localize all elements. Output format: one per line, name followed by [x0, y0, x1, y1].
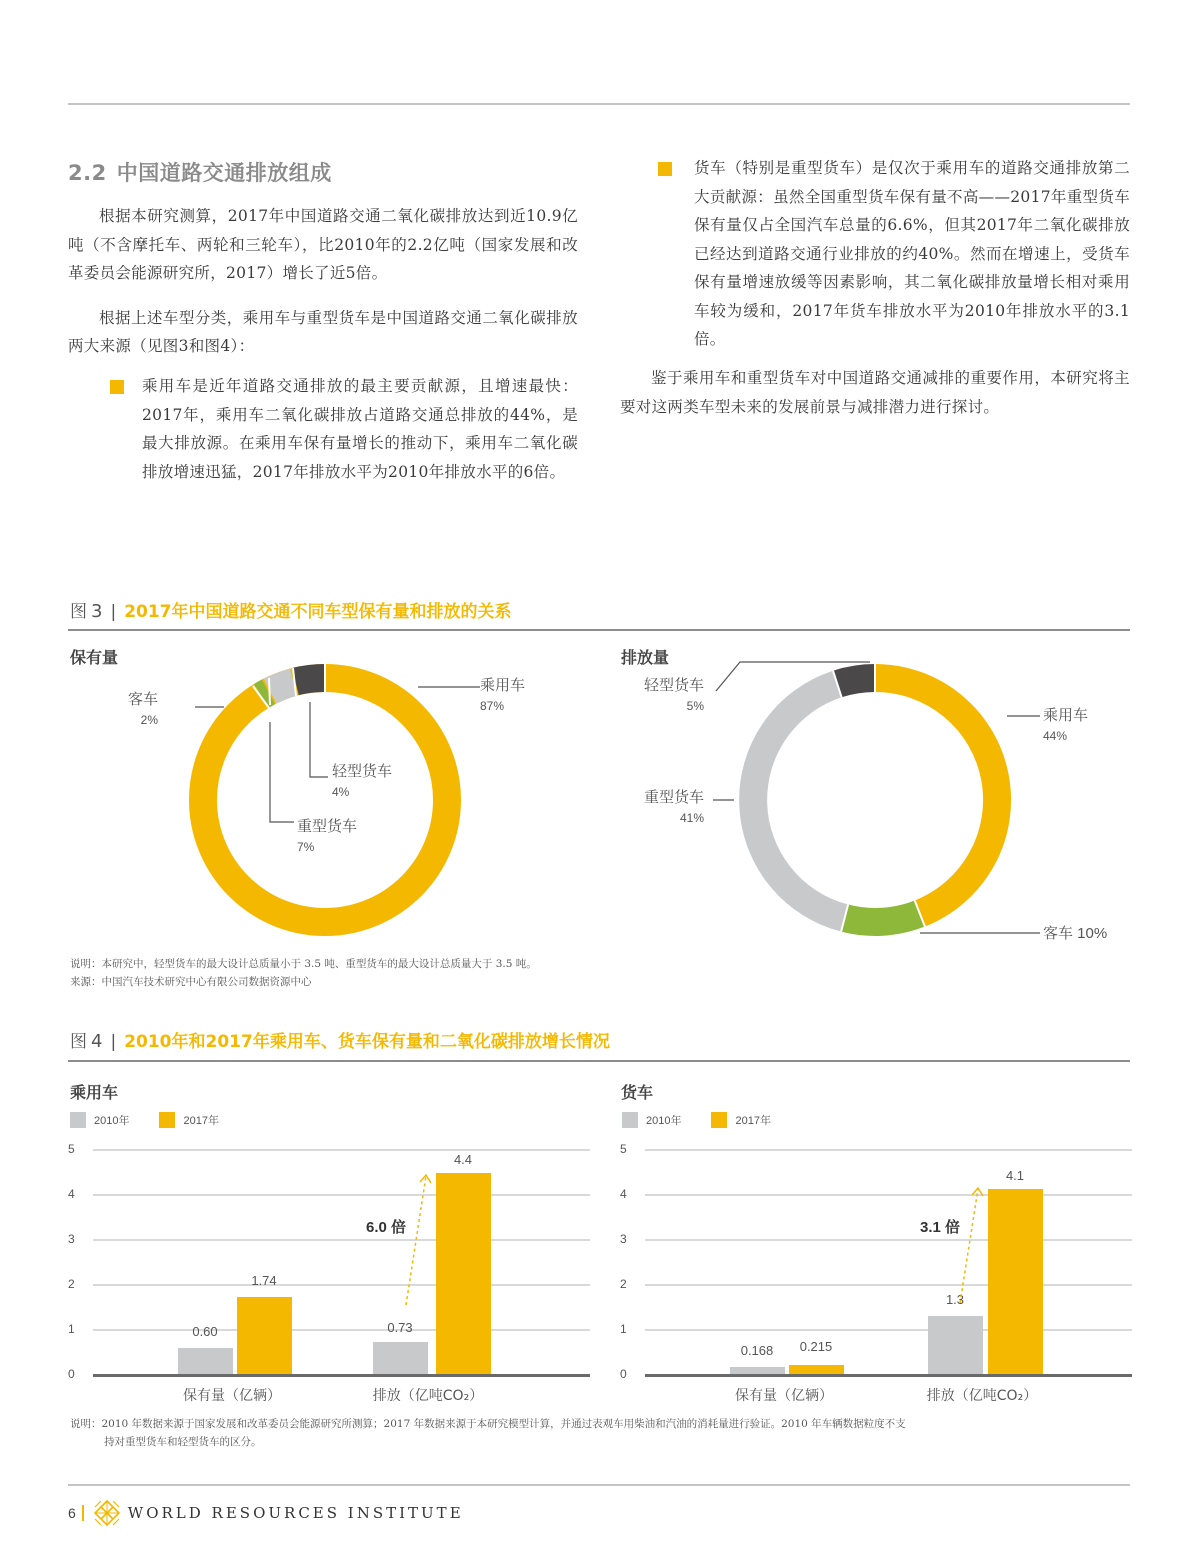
label-name: 重型货车: [643, 789, 704, 806]
label-pct: 4%: [332, 785, 350, 799]
label-pct: 87%: [480, 699, 505, 713]
paragraph-2: 根据上述车型分类，乘用车与重型货车是中国道路交通二氧化碳排放两大来源（见图3和图4）：: [68, 308, 578, 355]
label-pct: 44%: [1043, 729, 1068, 743]
bar2-legend: [622, 1112, 801, 1128]
figure4-title: [70, 1027, 610, 1052]
left-column: [68, 202, 578, 361]
footer-separator: [82, 1505, 84, 1521]
section-heading: 中国道路交通排放组成: [116, 161, 332, 185]
bullet-truck-text: 货车（特别是重型货车）是仅次于乘用车的道路交通排放第二大贡献源：虽然全国重型货车保有量不高——2017年重型货车保有量仅占全国汽车总量的6.6%，但其2017年二氧化碳排放已经达到道路交通行业排放的约40%。然而在增速上，受货车保有量增速放缓等因素影响，其二氧化碳排放量增长相对乘用车较为缓和，2017年货车排放水平为2010年排放水平的3.1倍。: [694, 159, 1130, 348]
page-number: 6: [68, 1505, 76, 1521]
bar-chart-passenger: 5 4 3 2 1 0 0.60 1.74 0.73 4.4 6.0 倍: [68, 1140, 590, 1390]
bullet-passenger-text: 乘用车是近年道路交通排放的最主要贡献源，且增速最快：2017年，乘用车二氧化碳排放占道路交通总排放的44%，是最大排放源。在乘用车保有量增长的推动下，乘用车二氧化碳排放增速迅猛，2017年排放水平为2010年排放水平的6倍。: [142, 377, 578, 481]
bar1-subtitle: 乘用车: [70, 1083, 119, 1102]
growth-arrow-icon: [398, 1170, 438, 1310]
segment-passenger: [203, 678, 447, 922]
footer-rule: [68, 1484, 1130, 1486]
separator: |: [110, 1032, 117, 1052]
segment-heavy-truck: [753, 684, 844, 918]
figure4-note-continued: 持对重型货车和轻型货车的区分。: [104, 1436, 262, 1448]
bar-emissions-2017: [436, 1173, 491, 1375]
x-label-emissions: 排放（亿吨CO₂）: [372, 1388, 484, 1404]
figure-number: 4: [91, 1031, 103, 1052]
bullet-square-icon: [658, 162, 672, 176]
figure-caption: 2017年中国道路交通不同车型保有量和排放的关系: [124, 602, 512, 622]
label-heavy-truck-emissions: [632, 788, 704, 828]
label-bus-emissions: 客车 10%: [1043, 925, 1108, 942]
label-name: 轻型货车: [332, 763, 393, 780]
donut2-subtitle: 排放量: [621, 648, 670, 667]
segment-passenger: [875, 678, 997, 914]
label-pct: 7%: [297, 840, 315, 854]
legend-item-2010: 2010年: [70, 1112, 129, 1128]
donut-chart-emissions: [700, 650, 1120, 950]
bar1-legend: [70, 1112, 249, 1128]
segment-light-truck: [295, 678, 325, 682]
bar-emissions-2010: [928, 1316, 983, 1375]
donut1-subtitle: 保有量: [70, 648, 119, 667]
value-label: 0.60: [192, 1324, 218, 1339]
bar-holdings-2017: [237, 1297, 292, 1375]
organization-name: WORLD RESOURCES INSTITUTE: [127, 1504, 464, 1522]
label-name: 轻型货车: [643, 677, 704, 694]
segment-heavy-truck: [270, 682, 294, 691]
x-label-holdings: 保有量（亿辆）: [183, 1388, 281, 1404]
growth-multiplier: 3.1 倍: [920, 1219, 961, 1236]
figure-label: 图: [70, 602, 87, 622]
value-label: 0.73: [387, 1320, 413, 1335]
figure4-rule: [68, 1060, 1130, 1062]
bar2-subtitle: 货车: [621, 1083, 654, 1102]
value-label: 1.74: [251, 1273, 277, 1288]
segment-light-truck: [837, 678, 875, 684]
bullet-passenger: [110, 372, 578, 486]
label-heavy-truck-holdings: [297, 817, 357, 857]
right-paragraph: [620, 364, 1130, 421]
figure-label: 图: [70, 1032, 87, 1052]
x-label-holdings: 保有量（亿辆）: [735, 1388, 833, 1404]
wri-logo-icon: [94, 1500, 120, 1526]
label-bus-holdings: [118, 690, 158, 730]
label-pct: 2%: [140, 713, 158, 727]
donut-chart-holdings: [170, 650, 490, 950]
header-rule: [68, 103, 1130, 105]
legend-swatch-2010: [70, 1112, 86, 1128]
label-name: 乘用车: [1043, 707, 1089, 724]
legend-swatch-2010: [622, 1112, 638, 1128]
figure4-note: 说明：2010 年数据来源于国家发展和改革委员会能源研究所测算；2017 年数据来源于本研究模型计算，并通过表观车用柴油和汽油的消耗量进行验证。2010 年车辆数据粒度不支: [70, 1418, 906, 1430]
paragraph-1: 根据本研究测算，2017年中国道路交通二氧化碳排放达到近10.9亿吨（不含摩托车、两轮和三轮车），比2010年的2.2亿吨（国家发展和改革委员会能源研究所，2017）增长了近5倍。: [68, 207, 578, 282]
bar-chart-trucks: 5 4 3 2 1 0 0.168 0.215 1.3 4.1 3.1 倍: [620, 1140, 1132, 1390]
label-pct: 41%: [679, 811, 704, 825]
section-title: [68, 157, 332, 187]
legend-item-2010: 2010年: [622, 1112, 681, 1128]
label-pct: 5%: [686, 699, 704, 713]
growth-multiplier: 6.0 倍: [366, 1219, 407, 1236]
segment-bus: [261, 692, 268, 696]
figure-number: 3: [91, 601, 103, 622]
label-passenger-holdings: [480, 676, 525, 716]
legend-swatch-2017: [711, 1112, 727, 1128]
figure-caption: 2010年和2017年乘用车、货车保有量和二氧化碳排放增长情况: [124, 1032, 610, 1052]
label-name: 客车: [127, 691, 158, 708]
value-label: 4.1: [1005, 1168, 1025, 1183]
segment-bus: [845, 914, 920, 922]
legend-item-2017: 2017年: [711, 1112, 770, 1128]
bar-holdings-2010: [178, 1348, 233, 1375]
label-name: 乘用车: [480, 677, 526, 694]
bar-emissions-2017: [988, 1189, 1043, 1375]
legend-item-2017: 2017年: [159, 1112, 218, 1128]
label-name: 重型货车: [297, 818, 358, 835]
paragraph-3: 鉴于乘用车和重型货车对中国道路交通减排的重要作用，本研究将主要对这两类车型未来的发展前景与减排潜力进行探讨。: [620, 369, 1130, 416]
legend-swatch-2017: [159, 1112, 175, 1128]
value-label: 0.168: [740, 1343, 774, 1358]
figure3-note: 说明：本研究中，轻型货车的最大设计总质量小于 3.5 吨、重型货车的最大设计总质量大于 3.5 吨。: [70, 958, 537, 970]
value-label: 4.4: [453, 1152, 473, 1167]
bar-emissions-2010: [373, 1342, 428, 1375]
section-number: 2.2: [68, 161, 107, 185]
value-label: 1.3: [945, 1292, 965, 1307]
label-passenger-emissions: [1043, 706, 1088, 746]
label-light-truck-emissions: [632, 676, 704, 716]
x-label-emissions: 排放（亿吨CO₂）: [926, 1388, 1038, 1404]
figure3-source: 来源：中国汽车技术研究中心有限公司数据资源中心: [70, 976, 312, 988]
label-light-truck-holdings: [332, 762, 392, 802]
bullet-square-icon: [110, 380, 124, 394]
figure3-title: [70, 597, 512, 622]
separator: |: [110, 602, 117, 622]
growth-arrow-icon: [950, 1183, 990, 1308]
footer: [68, 1500, 464, 1526]
bullet-truck: [658, 154, 1130, 354]
figure3-rule: [68, 629, 1130, 631]
value-label: 0.215: [799, 1339, 833, 1354]
